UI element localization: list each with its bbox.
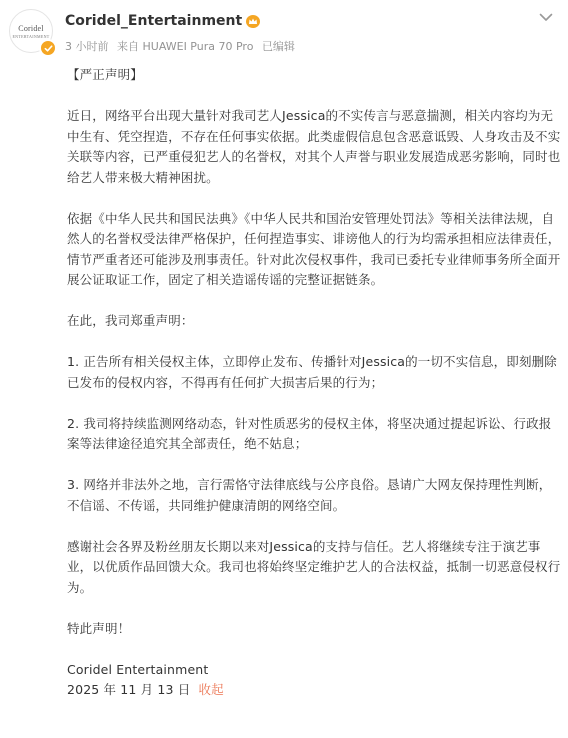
post-paragraph: 依据《中华人民共和国民法典》《中华人民共和国治安管理处罚法》等相关法律法规，自然人的名誉权受法律严格保护，任何捏造事实、诽谤他人的行为均需承担相应法律责任，情节严重者还可能涉及刑事责任。针对此次侵权事件，我司已委托专业律师事务所全面开展公证取证工作，固定了相关造谣传谣的完整证据链条。	[67, 210, 561, 287]
verified-check-icon	[39, 39, 57, 57]
post-body	[67, 65, 563, 701]
signature-date: 2025 年 11 月 13 日	[67, 682, 191, 697]
post-paragraph: 特此声明！	[67, 620, 131, 636]
post-paragraph: 2. 我司将持续监测网络动态，针对性质恶劣的侵权主体，将坚决通过提起诉讼、行政报案等法律途径追究其全部责任，绝不姑息；	[67, 415, 552, 451]
signature-company: Coridel Entertainment	[67, 661, 209, 677]
author-username[interactable]: Coridel_Entertainment	[65, 13, 243, 29]
avatar-logo-text: Coridel	[18, 23, 44, 33]
author-name-row	[65, 13, 260, 29]
post-paragraph: 1. 正告所有相关侵权主体，立即停止发布、传播针对Jessica的一切不实信息，即刻删除已发布的侵权内容，不得再有任何扩大损害后果的行为；	[67, 354, 557, 390]
signature-date-row	[67, 680, 563, 701]
collapse-link[interactable]: 收起	[198, 682, 224, 697]
post-title: 【严正声明】	[67, 67, 143, 82]
post-paragraph: 在此，我司郑重声明：	[67, 313, 194, 328]
post-header	[0, 0, 568, 60]
chevron-down-icon[interactable]	[536, 10, 556, 24]
avatar-logo-subtext: ENTERTAINMENT	[12, 33, 50, 39]
post-meta	[65, 38, 300, 54]
post-edited-label[interactable]: 已编辑	[261, 40, 295, 53]
gold-crown-icon	[246, 15, 260, 28]
post-paragraph: 感谢社会各界及粉丝朋友长期以来对Jessica的支持与信任。艺人将继续专注于演艺事业，以优质作品回馈大众。我司也将始终坚定维护艺人的合法权益，抵制一切恶意侵权行为。	[67, 538, 561, 595]
post-time[interactable]: 3 小时前	[65, 40, 109, 53]
post-source: 来自 HUAWEI Pura 70 Pro	[117, 40, 254, 53]
post-paragraph: 3. 网络并非法外之地，言行需恪守法律底线与公序良俗。恳请广大网友保持理性判断，不信谣、不传谣，共同维护健康清朗的网络空间。	[67, 477, 552, 513]
post-paragraph: 近日，网络平台出现大量针对我司艺人Jessica的不实传言与恶意揣测，相关内容均为无中生有、凭空捏造，不存在任何事实依据。此类虚假信息包含恶意诋毁、人身攻击及不实关联等内容，已严重侵犯艺人的名誉权，对其个人声誉与职业发展造成恶劣影响，同时也给艺人带来极大精神困扰。	[67, 108, 561, 185]
